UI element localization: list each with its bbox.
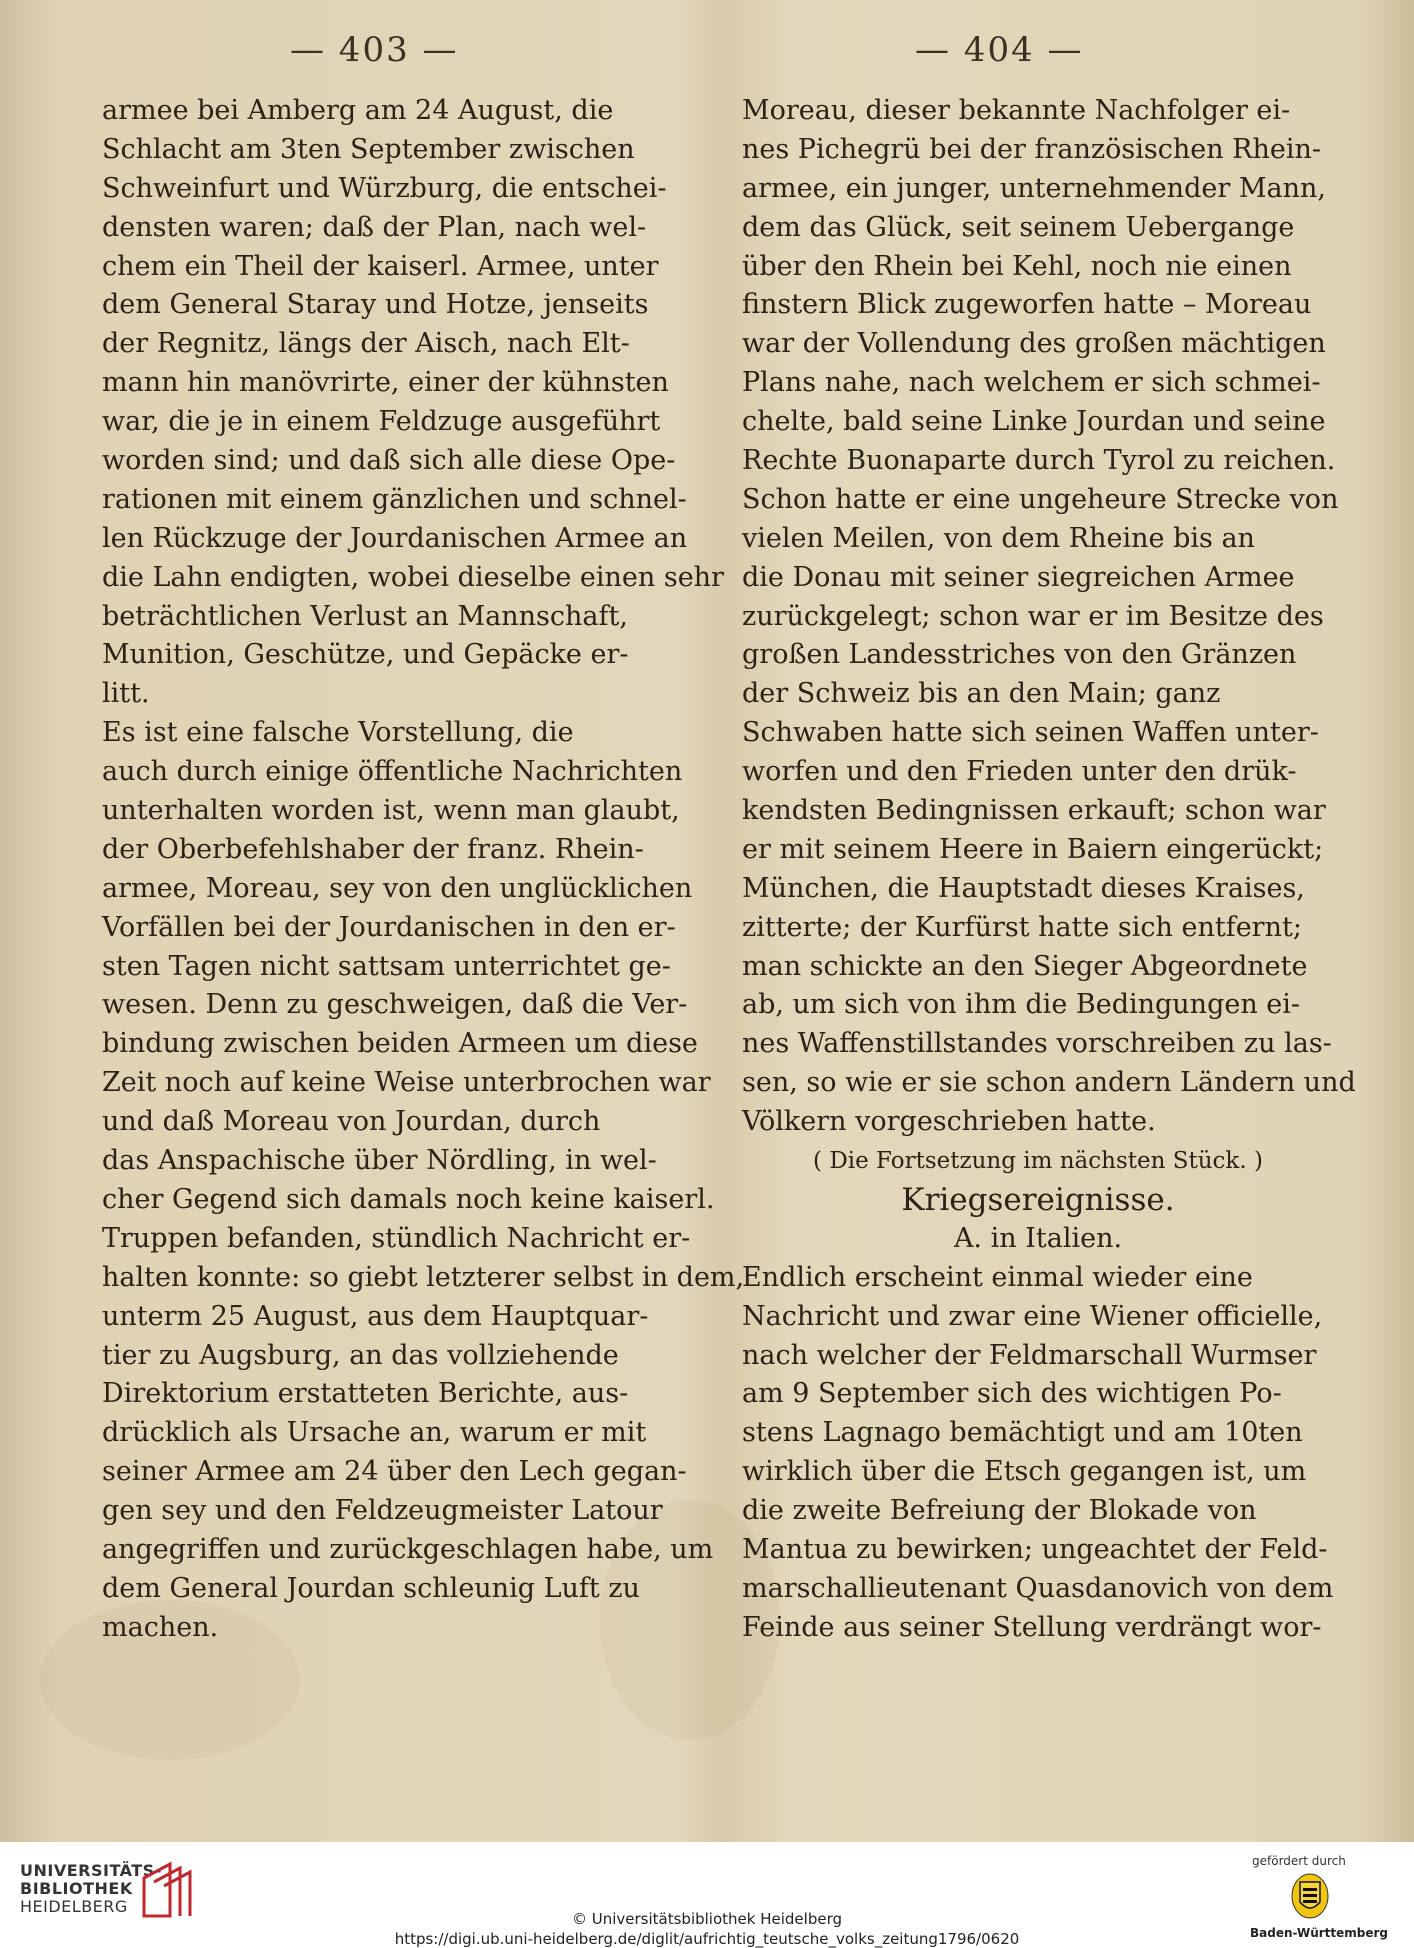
text-line: machen. — [102, 1611, 219, 1643]
subsection-heading: A. in Italien. — [953, 1222, 1123, 1254]
text-line: armee, Moreau, sey von den unglücklichen — [102, 872, 693, 904]
text-line: Zeit noch auf keine Weise unterbrochen war — [102, 1067, 711, 1099]
text-line: nach welcher der Feldmarschall Wurmser — [742, 1339, 1317, 1371]
text-line: nes Pichegrü bei der französischen Rhein- — [742, 133, 1322, 165]
text-line: ab, um sich von ihm die Bedingungen ei- — [742, 989, 1301, 1021]
continuation-note: ( Die Fortsetzung im nächsten Stück. ) — [813, 1148, 1263, 1175]
text-line: der Regnitz, längs der Aisch, nach Elt- — [102, 328, 630, 360]
text-line: worfen und den Frieden unter den drük- — [742, 756, 1297, 788]
text-line: worden sind; und daß sich alle diese Ope- — [102, 445, 676, 477]
text-line: dem General Staray und Hotze, jenseits — [102, 289, 649, 321]
text-line: chem ein Theil der kaiserl. Armee, unter — [102, 250, 659, 282]
sponsor-name: Baden-Württemberg — [1250, 1926, 1389, 1940]
text-line: Mantua zu bewirken; ungeachtet der Feld- — [742, 1533, 1328, 1565]
text-line: stens Lagnago bemächtigt und am 10ten — [742, 1417, 1303, 1449]
page-number-right: — 404 — — [915, 30, 1084, 70]
text-line: densten waren; daß der Plan, nach wel- — [102, 211, 647, 243]
library-name-line: HEIDELBERG — [20, 1897, 128, 1916]
text-line: Munition, Geschütze, und Gepäcke er- — [102, 639, 629, 671]
baden-wuerttemberg-crest-icon — [1290, 1872, 1330, 1920]
text-line: chelte, bald seine Linke Jourdan und seine — [742, 406, 1326, 438]
text-line: unterhalten worden ist, wenn man glaubt, — [102, 795, 680, 827]
text-line: seiner Armee am 24 über den Lech gegan- — [102, 1456, 687, 1488]
text-line: Direktorium erstatteten Berichte, aus- — [102, 1378, 629, 1410]
source-url[interactable]: https://digi.ub.uni-heidelberg.de/diglit/aufrichtig_teutsche_volks_zeitung1796/0620 — [394, 1930, 1020, 1948]
text-line: gen sey und den Feldzeugmeister Latour — [102, 1495, 663, 1527]
text-line: er mit seinem Heere in Baiern eingerückt; — [742, 833, 1324, 865]
text-line: kendsten Bedingnissen erkauft; schon war — [742, 795, 1326, 827]
text-line: die Donau mit seiner siegreichen Armee — [742, 561, 1295, 593]
text-line: Moreau, dieser bekannte Nachfolger ei- — [742, 95, 1291, 126]
text-line: Rechte Buonaparte durch Tyrol zu reichen. — [742, 445, 1336, 477]
right-text-column — [742, 92, 1356, 1648]
text-line: über den Rhein bei Kehl, noch nie einen — [742, 250, 1292, 282]
text-line: zitterte; der Kurfürst hatte sich entfernt; — [742, 911, 1302, 943]
text-line: rationen mit einem gänzlichen und schnel- — [102, 483, 687, 515]
text-line: wesen. Denn zu geschweigen, daß die Ver- — [102, 989, 688, 1021]
text-line: dem General Jourdan schleunig Luft zu — [102, 1572, 640, 1604]
text-line: mann hin manövrirte, einer der kühnsten — [102, 367, 669, 399]
text-line: vielen Meilen, von dem Rheine bis an — [742, 522, 1255, 554]
left-text-column — [102, 92, 745, 1648]
text-line: sen, so wie er sie schon andern Ländern und — [742, 1067, 1356, 1099]
text-line: die Lahn endigten, wobei dieselbe einen sehr — [102, 561, 724, 593]
text-line: beträchtlichen Verlust an Mannschaft, — [102, 600, 628, 632]
text-line: am 9 September sich des wichtigen Po- — [742, 1378, 1282, 1410]
text-line: war der Vollendung des großen mächtigen — [742, 328, 1326, 360]
library-name-line: BIBLIOTHEK — [20, 1879, 133, 1898]
text-line: tier zu Augsburg, an das vollziehende — [102, 1339, 619, 1371]
page-number-left: — 403 — — [290, 30, 459, 70]
library-name-line: UNIVERSITÄTS- — [20, 1861, 162, 1880]
text-line: Völkern vorgeschrieben hatte. — [742, 1106, 1156, 1138]
text-line: Es ist eine falsche Vorstellung, die — [102, 717, 574, 749]
footer-bar — [0, 1842, 1414, 1947]
text-line: zurückgelegt; schon war er im Besitze des — [742, 600, 1324, 632]
text-line: Schon hatte er eine ungeheure Strecke von — [742, 483, 1339, 515]
text-line: das Anspachische über Nördling, in wel- — [102, 1145, 657, 1177]
text-line: armee, ein junger, unternehmender Mann, — [742, 172, 1326, 204]
section-heading: Kriegsereignisse. — [901, 1181, 1175, 1218]
text-line: armee bei Amberg am 24 August, die — [102, 95, 614, 126]
text-line: halten konnte: so giebt letzterer selbst in dem, — [102, 1261, 745, 1293]
text-line: litt. — [102, 678, 150, 710]
text-line: Nachricht und zwar eine Wiener officielle, — [742, 1300, 1323, 1332]
text-line: bindung zwischen beiden Armeen um diese — [102, 1028, 698, 1060]
text-line: der Schweiz bis an den Main; ganz — [742, 678, 1221, 710]
text-line: angegriffen und zurückgeschlagen habe, um — [102, 1533, 714, 1565]
text-line: der Oberbefehlshaber der franz. Rhein- — [102, 833, 644, 865]
copyright-text: © Universitätsbibliothek Heidelberg — [571, 1910, 842, 1928]
text-line: Schwaben hatte sich seinen Waffen unter- — [742, 717, 1319, 749]
text-line: Feinde aus seiner Stellung verdrängt wor- — [742, 1611, 1322, 1643]
text-line: finstern Blick zugeworfen hatte – Moreau — [742, 289, 1312, 321]
text-line: unterm 25 August, aus dem Hauptquar- — [102, 1300, 649, 1332]
text-line: großen Landesstriches von den Gränzen — [742, 639, 1297, 671]
text-line: cher Gegend sich damals noch keine kaiserl. — [102, 1183, 715, 1215]
text-line: wirklich über die Etsch gegangen ist, um — [742, 1456, 1307, 1488]
text-line: nes Waffenstillstandes vorschreiben zu las- — [742, 1028, 1332, 1060]
text-line: Plans nahe, nach welchem er sich schmei- — [742, 367, 1321, 399]
text-line: drücklich als Ursache an, warum er mit — [102, 1417, 647, 1449]
text-line: und daß Moreau von Jourdan, durch — [102, 1106, 601, 1138]
sponsor-label: gefördert durch — [1252, 1854, 1346, 1868]
text-line: len Rückzuge der Jourdanischen Armee an — [102, 522, 688, 554]
text-line: dem das Glück, seit seinem Uebergange — [742, 211, 1295, 243]
text-line: Schweinfurt und Würzburg, die entschei- — [102, 172, 667, 204]
text-line: man schickte an den Sieger Abgeordnete — [742, 950, 1308, 982]
text-line: München, die Hauptstadt dieses Kraises, — [742, 872, 1305, 904]
text-line: Endlich erscheint einmal wieder eine — [742, 1261, 1253, 1293]
text-line: Vorfällen bei der Jourdanischen in den er- — [102, 911, 676, 943]
text-line: Schlacht am 3ten September zwischen — [102, 133, 635, 165]
text-line: auch durch einige öffentliche Nachrichten — [102, 756, 683, 788]
text-line: die zweite Befreiung der Blokade von — [742, 1495, 1257, 1527]
text-line: Truppen befanden, stündlich Nachricht er- — [102, 1222, 691, 1254]
text-line: sten Tagen nicht sattsam unterrichtet ge- — [102, 950, 671, 982]
text-line: war, die je in einem Feldzuge ausgeführt — [102, 406, 661, 438]
text-line: marschallieutenant Quasdanovich von dem — [742, 1572, 1334, 1604]
